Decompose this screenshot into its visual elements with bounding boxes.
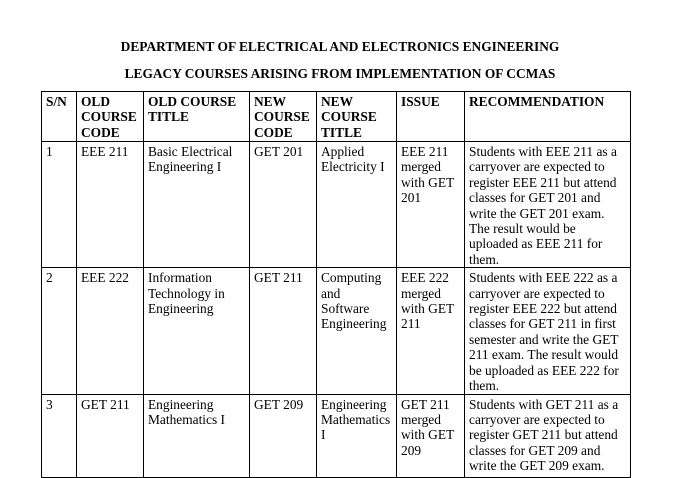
cell-sn: 3 (42, 394, 77, 477)
department-heading: DEPARTMENT OF ELECTRICAL AND ELECTRONICS ENGINEERING (120, 39, 560, 54)
cell-new-course-title: Engineering Mathematics I (317, 394, 397, 477)
cell-old-course-title: Information Technology in Engineering (144, 268, 250, 394)
cell-issue: GET 211 merged with GET 209 (397, 394, 465, 477)
header-new-course-title: NEW COURSE TITLE (317, 92, 397, 142)
cell-recommendation: Students with EEE 222 as a carryover are expected to register EEE 222 but attend classes for GET 211 in first semester and write the GET 211 exam. The result would be uploaded as EEE 222 for them. (465, 268, 631, 394)
legacy-courses-table (41, 91, 631, 478)
header-issue: ISSUE (397, 92, 465, 142)
cell-old-course-code: GET 211 (77, 394, 144, 477)
table-row (42, 394, 631, 477)
cell-new-course-title: Computing and Software Engineering (317, 268, 397, 394)
cell-new-course-code: GET 201 (250, 142, 317, 268)
cell-new-course-code: GET 211 (250, 268, 317, 394)
header-sn: S/N (42, 92, 77, 142)
cell-sn: 2 (42, 268, 77, 394)
cell-new-course-code: GET 209 (250, 394, 317, 477)
cell-issue: EEE 222 merged with GET 211 (397, 268, 465, 394)
header-recommendation: RECOMMENDATION (465, 92, 631, 142)
cell-recommendation: Students with GET 211 as a carryover are expected to register GET 211 but attend classes for GET 209 and write the GET 209 exam. (465, 394, 631, 477)
table-header-row (42, 92, 631, 142)
header-old-course-title: OLD COURSE TITLE (144, 92, 250, 142)
cell-old-course-title: Engineering Mathematics I (144, 394, 250, 477)
cell-recommendation: Students with EEE 211 as a carryover are expected to register EEE 211 but attend classes for GET 201 and write the GET 201 exam. The result would be uploaded as EEE 211 for them. (465, 142, 631, 268)
header-old-course-code: OLD COURSE CODE (77, 92, 144, 142)
header-new-course-code: NEW COURSE CODE (250, 92, 317, 142)
cell-old-course-code: EEE 211 (77, 142, 144, 268)
cell-old-course-code: EEE 222 (77, 268, 144, 394)
cell-sn: 1 (42, 142, 77, 268)
cell-new-course-title: Applied Electricity I (317, 142, 397, 268)
cell-old-course-title: Basic Electrical Engineering I (144, 142, 250, 268)
table-row (42, 142, 631, 268)
cell-issue: EEE 211 merged with GET 201 (397, 142, 465, 268)
table-row (42, 268, 631, 394)
document-title: LEGACY COURSES ARISING FROM IMPLEMENTATION OF CCMAS (124, 66, 556, 81)
